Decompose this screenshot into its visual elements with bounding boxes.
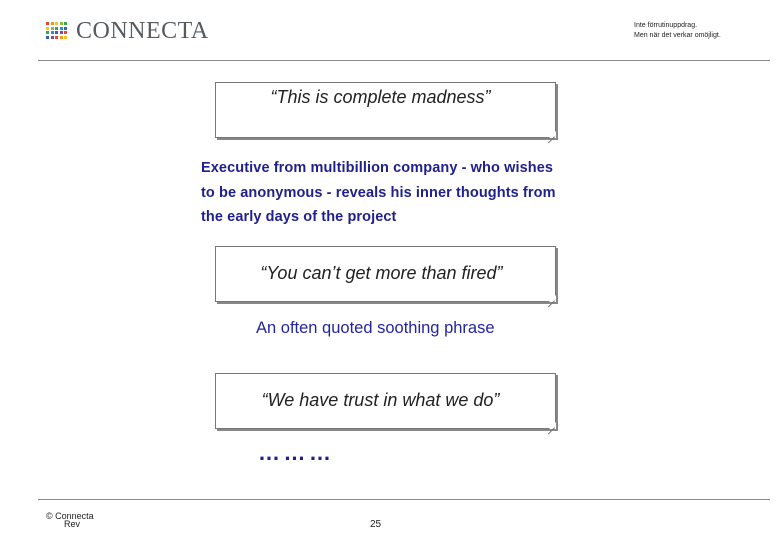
- logo-mark-square: [51, 27, 54, 30]
- quote-text: “We have trust in what we do”: [261, 390, 500, 410]
- logo-mark-square: [60, 27, 63, 30]
- executive-line-1: Executive from multibillion company - who wishes: [201, 160, 554, 176]
- logo-mark-square: [46, 27, 49, 30]
- logo-mark-square: [60, 22, 63, 25]
- soothing-phrase-caption: An often quoted soothing phrase: [256, 319, 495, 337]
- executive-line-3: the early days of the project: [201, 209, 397, 225]
- logo-mark-square: [51, 36, 54, 39]
- logo-text: CONNECTA: [76, 18, 209, 44]
- tagline-line-2: Men när det verkar omöjligt.: [634, 32, 721, 39]
- logo-mark-square: [60, 36, 63, 39]
- logo-mark-square: [64, 36, 67, 39]
- executive-description: [201, 156, 621, 230]
- logo-mark-square: [55, 31, 58, 34]
- ellipsis-dots: ………: [258, 440, 335, 465]
- logo-mark-icon: [46, 22, 68, 40]
- quote-box-madness: [215, 82, 556, 138]
- logo-mark-square: [51, 22, 54, 25]
- logo-mark-square: [60, 31, 63, 34]
- logo-mark-square: [55, 22, 58, 25]
- executive-line-2: to be anonymous - reveals his inner thoughts from: [201, 184, 556, 201]
- tagline-line-1: Inte förrutinuppdrag.: [634, 22, 698, 29]
- logo-mark-square: [46, 31, 49, 34]
- copyright-notice: © Connecta: [46, 511, 94, 521]
- page-number: 25: [370, 519, 382, 530]
- quote-box-fired: [215, 246, 556, 302]
- logo-mark-square: [64, 31, 67, 34]
- revision-label: Rev: [64, 519, 81, 529]
- header-divider: [38, 60, 770, 61]
- logo-mark-square: [55, 36, 58, 39]
- quote-box-trust: [215, 373, 556, 429]
- quote-text: “You can’t get more than fired”: [260, 262, 503, 283]
- logo-mark-square: [51, 31, 54, 34]
- logo-mark-square: [46, 36, 49, 39]
- logo-mark-square: [64, 27, 67, 30]
- logo-mark-square: [64, 22, 67, 25]
- connecta-logo: [46, 18, 209, 44]
- tagline: [634, 21, 721, 41]
- logo-mark-square: [55, 27, 58, 30]
- quote-text: “This is complete madness”: [270, 86, 491, 107]
- footer-divider: [38, 499, 770, 500]
- logo-mark-square: [46, 22, 49, 25]
